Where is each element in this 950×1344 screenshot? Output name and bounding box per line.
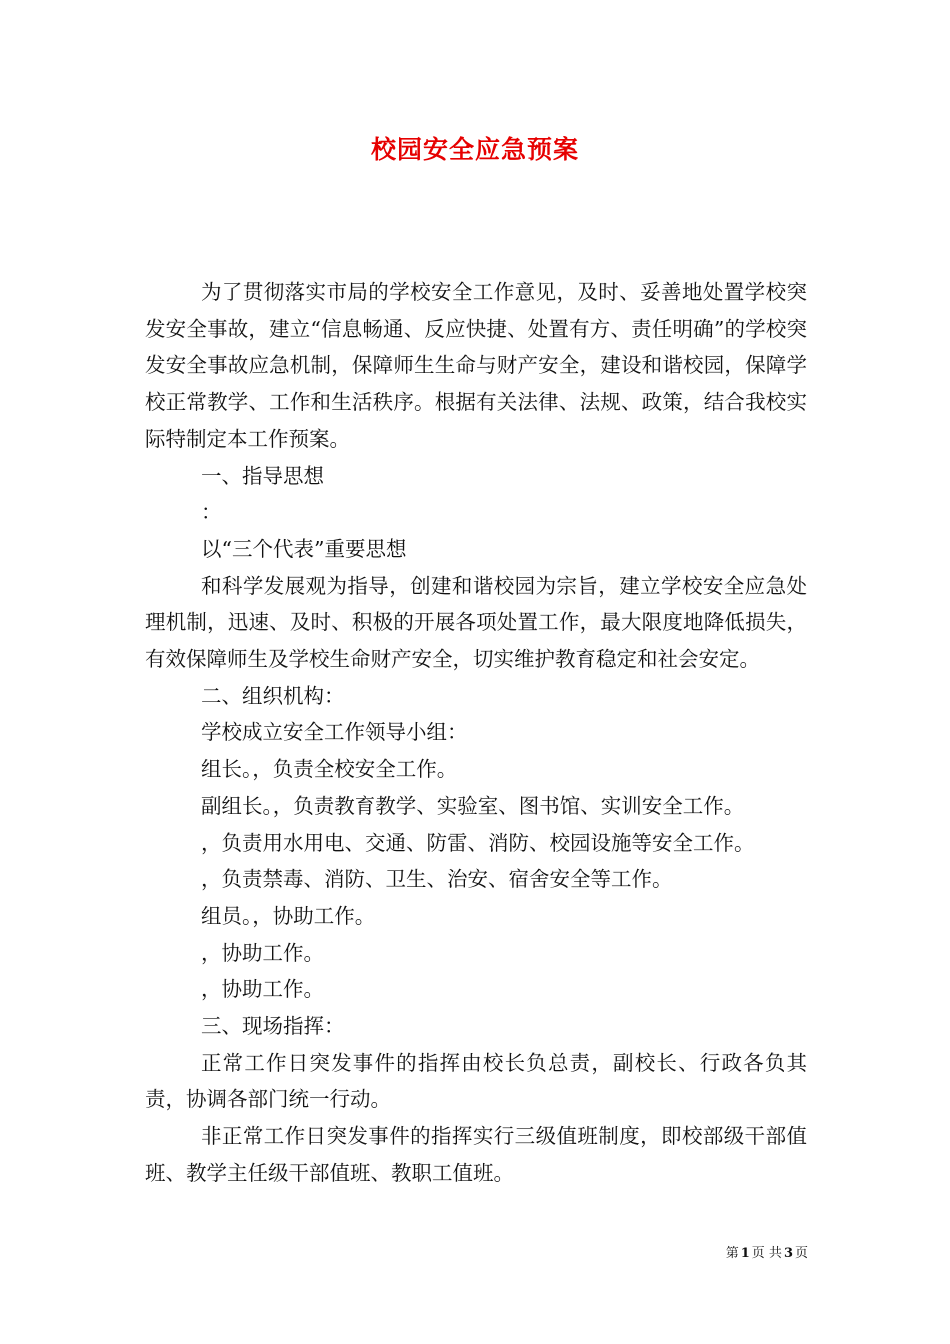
paragraph: 组长。，负责全校安全工作。 (201, 757, 458, 782)
footer-page-number: 1 (740, 1246, 750, 1261)
document-body (145, 274, 807, 1192)
paragraph: ： (201, 500, 222, 525)
footer-total-pages: 3 (783, 1246, 793, 1261)
paragraph: 正常工作日突发事件的指挥由校长负总责，副校长、行政各负其责，协调各部门统一行动。 (145, 1050, 807, 1112)
footer-prefix: 第 (725, 1246, 739, 1261)
section-heading: 二、组织机构： (201, 683, 345, 708)
paragraph: 以“三个代表”重要思想 (201, 536, 407, 561)
section-heading: 一、指导思想 (201, 463, 324, 488)
document-title: 校园安全应急预案 (370, 135, 579, 164)
paragraph: 学校成立安全工作领导小组： (201, 720, 468, 745)
paragraph: 副组长。，负责教育教学、实验室、图书馆、实训安全工作。 (201, 793, 745, 818)
paragraph: 组员。，协助工作。 (201, 903, 376, 928)
footer-middle: 页 共 (751, 1246, 782, 1261)
page-footer (0, 1245, 808, 1263)
paragraph: ，协助工作。 (201, 940, 324, 965)
paragraph: ，负责用水用电、交通、防雷、消防、校园设施等安全工作。 (201, 830, 755, 855)
paragraph: ，负责禁毒、消防、卫生、治安、宿舍安全等工作。 (201, 867, 673, 892)
paragraph: 非正常工作日突发事件的指挥实行三级值班制度，即校部级干部值班、教学主任级干部值班、教职工值班。 (145, 1124, 807, 1185)
section-heading: 三、现场指挥： (201, 1014, 345, 1039)
paragraph: ，协助工作。 (201, 977, 324, 1002)
paragraph: 为了贯彻落实市局的学校安全工作意见，及时、妥善地处置学校突发安全事故，建立“信息畅通、反应快捷、处置有方、责任明确”的学校突发安全事故应急机制，保障师生生命与财产安全，建设和谐校园，保障学校正常教学、工作和生活秩序。根据有关法律、法规、政策，结合我校实际特制定本工作预案。 (145, 280, 807, 451)
footer-suffix: 页 (794, 1246, 808, 1261)
paragraph: 和科学发展观为指导，创建和谐校园为宗旨，建立学校安全应急处理机制，迅速、及时、积极的开展各项处置工作，最大限度地降低损失，有效保障师生及学校生命财产安全，切实维护教育稳定和社会安定。 (145, 573, 807, 672)
